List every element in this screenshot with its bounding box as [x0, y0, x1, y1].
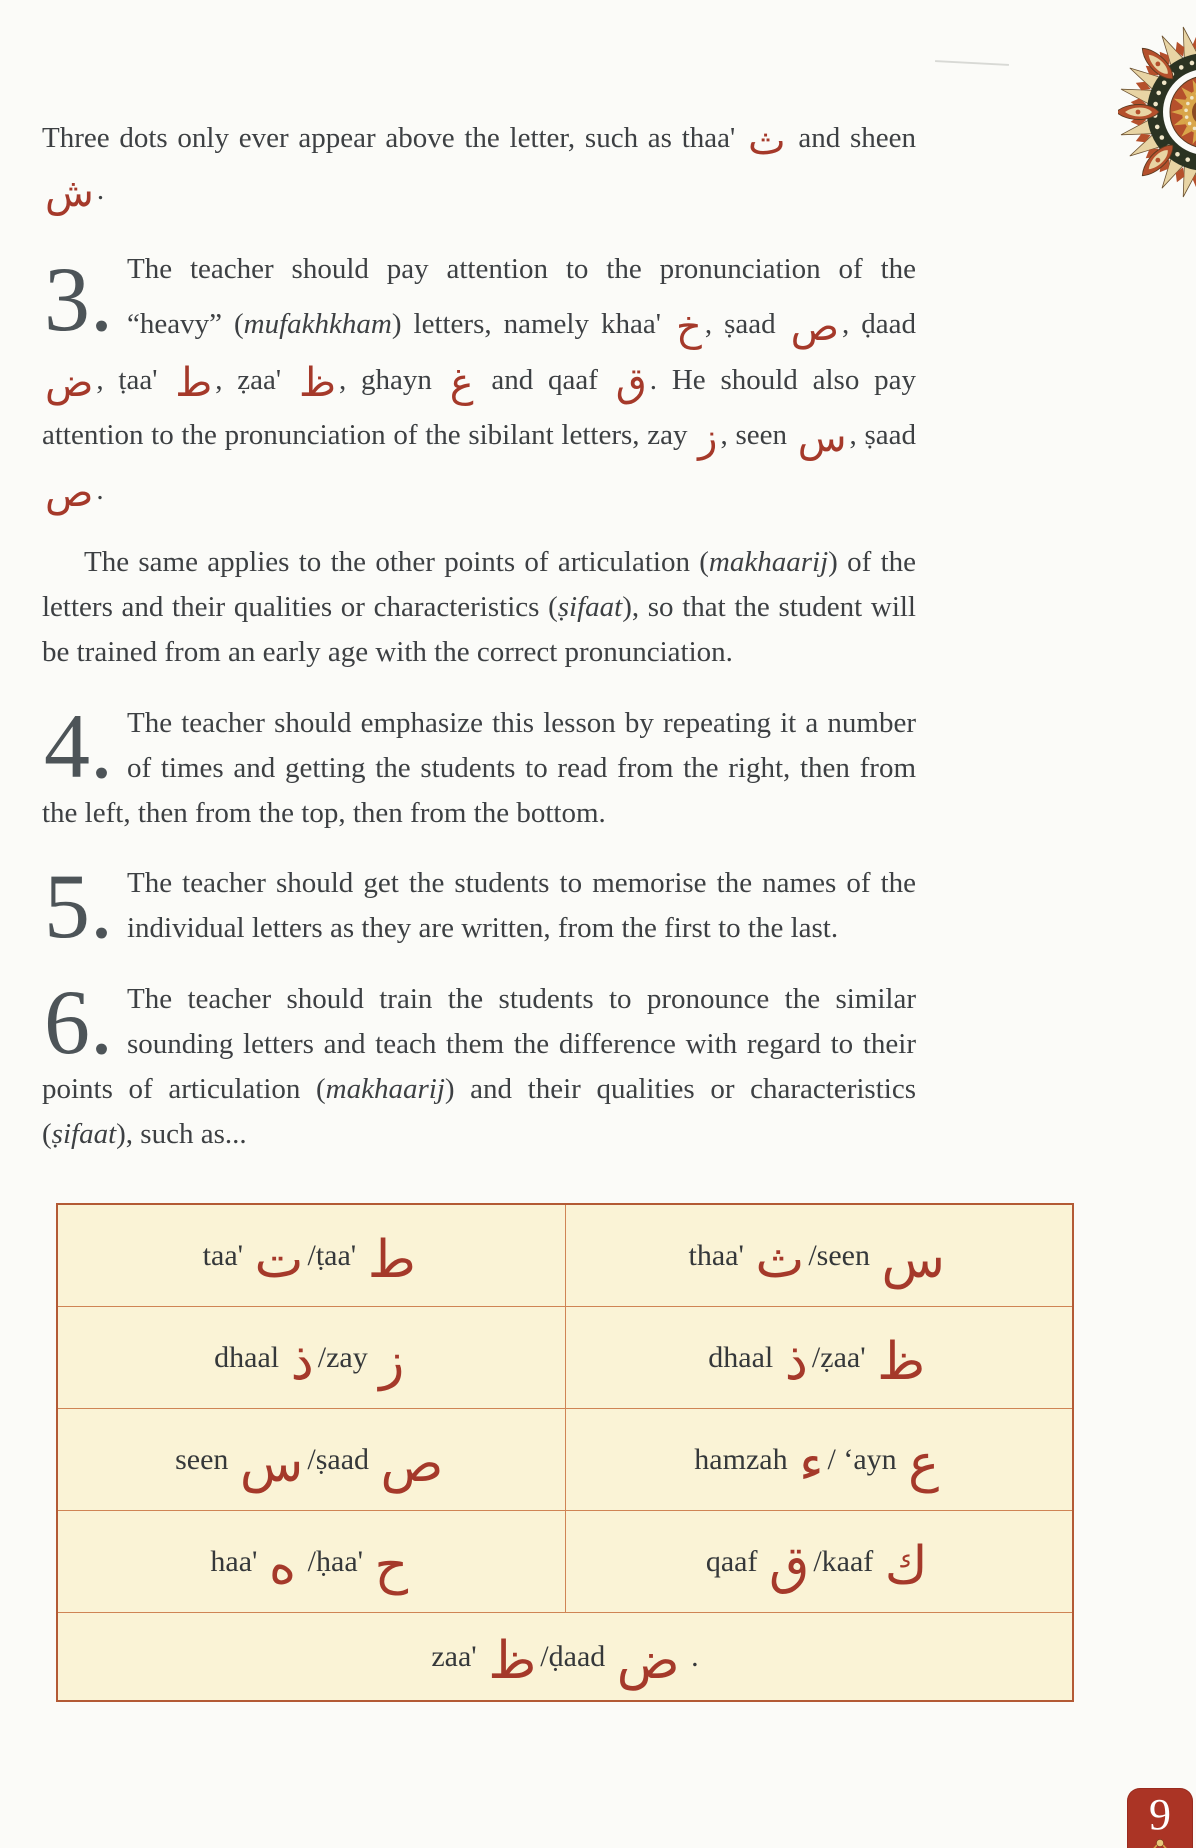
- page-number-badge: [1127, 1788, 1193, 1848]
- item-number: 4.: [44, 694, 113, 797]
- table-cell: seen س /ṣaad ص: [57, 1409, 565, 1511]
- table-cell-span: zaa' ظ /ḍaad ض .: [57, 1613, 1073, 1702]
- table-cell: dhaal ذ /ẓaa' ظ: [565, 1307, 1073, 1409]
- item-number: 5.: [44, 855, 113, 958]
- table-row: [57, 1613, 1073, 1702]
- table-cell: taa' ت /ṭaa' ط: [57, 1204, 565, 1307]
- item-text: [42, 694, 916, 836]
- paragraph-text: Three dots only ever appear above the letter, such as thaa' ث and sheen ش .: [42, 118, 916, 217]
- paragraph-text: The teacher should pay attention to the pronunciation of the “heavy” (mufakhkham) letters, namely khaa' خ , ṣaad ص , ḍaad ض , ṭaa' ط , ẓaa' ظ , ghayn غ and qaaf ق . He should also pay attention to the pronunciation of the sibilant letters, zay ز , seen س , ṣaad ص .: [42, 253, 917, 516]
- item-number: 6.: [44, 971, 113, 1074]
- text-column: [0, 0, 916, 1157]
- table-cell: hamzah ء / ‘ayn ع: [565, 1409, 1073, 1511]
- comparison-table: [56, 1203, 1074, 1702]
- table-cell: haa' ه /ḥaa' ح: [57, 1511, 565, 1613]
- table-cell: qaaf ق /kaaf ك: [565, 1511, 1073, 1613]
- list-item-4: [42, 694, 916, 836]
- page-number: 9: [1149, 1790, 1171, 1839]
- list-item-5: [42, 855, 916, 958]
- table-row: [57, 1307, 1073, 1409]
- corner-ornament-icon: [1118, 24, 1196, 202]
- scan-artifact-line: [935, 60, 1009, 66]
- table-cell: thaa' ث /seen س: [565, 1204, 1073, 1307]
- intro-paragraph: [42, 112, 916, 216]
- paragraph-text: The teacher should emphasize this lesson by repeating it a number of times and getting the students to read from the right, then from the left, then from the top, then from the bottom.: [42, 706, 916, 829]
- paragraph-text: The same applies to the other points of articulation (makhaarij) of the letters and their qualities or characteristics (ṣifaat), so that the student will be trained from an early age with the correct pronunciation.: [42, 545, 916, 668]
- paragraph-text: The teacher should get the students to memorise the names of the individual letters as they are written, from the first to the last.: [127, 867, 916, 945]
- table-row: [57, 1409, 1073, 1511]
- item-number: 3.: [44, 248, 113, 351]
- paragraph-text: The teacher should train the students to pronounce the similar sounding letters and teach them the difference with regard to their points of articulation (makhaarij) and their qualities or characteristics (ṣifaat), such as...: [42, 983, 916, 1151]
- table-row: [57, 1511, 1073, 1613]
- body-paragraph: [42, 540, 916, 675]
- list-item-6: [42, 971, 916, 1157]
- list-item-3: [42, 242, 916, 517]
- table-cell: dhaal ذ /zay ز: [57, 1307, 565, 1409]
- item-text: [42, 971, 916, 1157]
- item-text: [42, 855, 916, 958]
- table-row: [57, 1204, 1073, 1307]
- item-text: [42, 242, 916, 517]
